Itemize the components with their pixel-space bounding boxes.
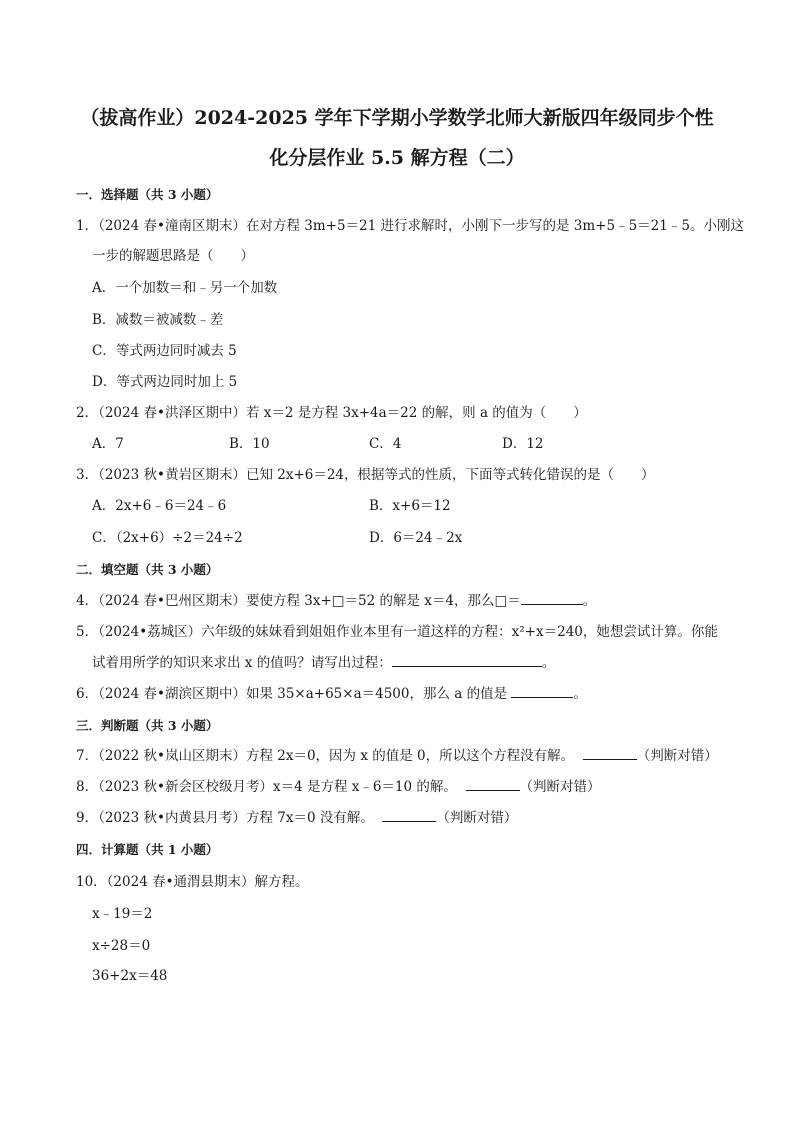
q7-stem: 7．（2022 秋•岚山区期末）方程 2x＝0，因为 x 的值是 0，所以这个方程没有解。 — [76, 748, 575, 764]
q1-stem-line2: 一步的解题思路是（ ） — [92, 248, 254, 264]
q3-option-b: B．x+6＝12 — [369, 498, 451, 514]
q10-equation-1: x﹣19＝2 — [92, 906, 153, 922]
q4-answer-blank[interactable] — [521, 592, 583, 605]
q9-end: （判断对错） — [436, 810, 518, 826]
q4 — [76, 592, 596, 610]
q8-answer-blank[interactable] — [466, 778, 520, 791]
q7-answer-blank[interactable] — [583, 747, 637, 760]
q5-stem-line2: 试着用所学的知识来求出 x 的值吗？请写出过程： — [92, 655, 392, 671]
q9 — [76, 809, 517, 827]
q5-end: 。 — [541, 655, 556, 671]
q5-line2 — [92, 654, 555, 672]
section-fill-blank: 二．填空题（共 3 小题） — [76, 562, 219, 577]
q10-stem: 10．（2024 春•通渭县期末）解方程。 — [76, 874, 309, 890]
q8 — [76, 778, 601, 796]
q10-equation-3: 36+2x＝48 — [92, 968, 168, 984]
q5-stem-line1: 5．（2024•荔城区）六年级的妹妹看到姐姐作业本里有一道这样的方程：x²+x＝240，她想尝试计算。你能 — [76, 624, 718, 640]
q5-answer-blank[interactable] — [392, 654, 542, 667]
q8-end: （判断对错） — [519, 779, 601, 795]
q1-option-c: C．等式两边同时减去 5 — [92, 343, 237, 359]
q1-stem-line1: 1．（2024 春•潼南区期末）在对方程 3m+5＝21 进行求解时，小刚下一步写的是 3m+5﹣5＝21﹣5。小刚这 — [76, 218, 744, 234]
title-line-1: （拔高作业）2024-2025 学年下学期小学数学北师大新版四年级同步个性 — [80, 107, 714, 129]
q1-option-d: D．等式两边同时加上 5 — [92, 374, 238, 390]
section-choice: 一．选择题（共 3 小题） — [76, 187, 219, 202]
q3-option-a: A．2x+6﹣6＝24﹣6 — [92, 498, 227, 514]
q7-end: （判断对错） — [636, 748, 718, 764]
q1-option-a: A．一个加数＝和﹣另一个加数 — [92, 280, 278, 296]
q2-option-b: B．10 — [229, 436, 270, 452]
q8-stem: 8．（2023 秋•新会区校级月考）x＝4 是方程 x﹣6＝10 的解。 — [76, 779, 457, 795]
q4-stem: 4．（2024 春•巴州区期末）要使方程 3x+□＝52 的解是 x＝4，那么□＝ — [76, 593, 521, 609]
section-calculation: 四．计算题（共 1 小题） — [76, 842, 219, 857]
q3-stem: 3．（2023 秋•黄岩区期末）已知 2x+6＝24，根据等式的性质，下面等式转化错误的是（ ） — [76, 467, 655, 483]
q6-answer-blank[interactable] — [511, 685, 573, 698]
q9-stem: 9．（2023 秋•内黄县月考）方程 7x＝0 没有解。 — [76, 810, 374, 826]
q6 — [76, 685, 587, 703]
q9-answer-blank[interactable] — [382, 809, 436, 822]
q3-option-c: C．（2x+6）÷2＝24÷2 — [92, 530, 243, 546]
q6-end: 。 — [573, 686, 587, 702]
q2-stem: 2．（2024 春•洪泽区期中）若 x＝2 是方程 3x+4a＝22 的解，则 a 的值为（ ） — [76, 405, 587, 421]
q3-option-d: D．6＝24﹣2x — [369, 530, 463, 546]
q2-option-d: D．12 — [502, 436, 544, 452]
q2-option-a: A．7 — [92, 436, 124, 452]
section-judgement: 三．判断题（共 3 小题） — [76, 718, 219, 733]
q1-option-b: B．减数＝被减数﹣差 — [92, 312, 224, 328]
q7 — [76, 747, 718, 765]
q10-equation-2: x÷28＝0 — [92, 938, 151, 954]
q2-option-c: C．4 — [369, 436, 402, 452]
q4-end: 。 — [582, 593, 597, 609]
q6-stem: 6．（2024 春•湖滨区期中）如果 35×a+65×a＝4500，那么 a 的值是 — [76, 686, 512, 702]
title-line-2: 化分层作业 5.5 解方程（二） — [269, 147, 525, 169]
